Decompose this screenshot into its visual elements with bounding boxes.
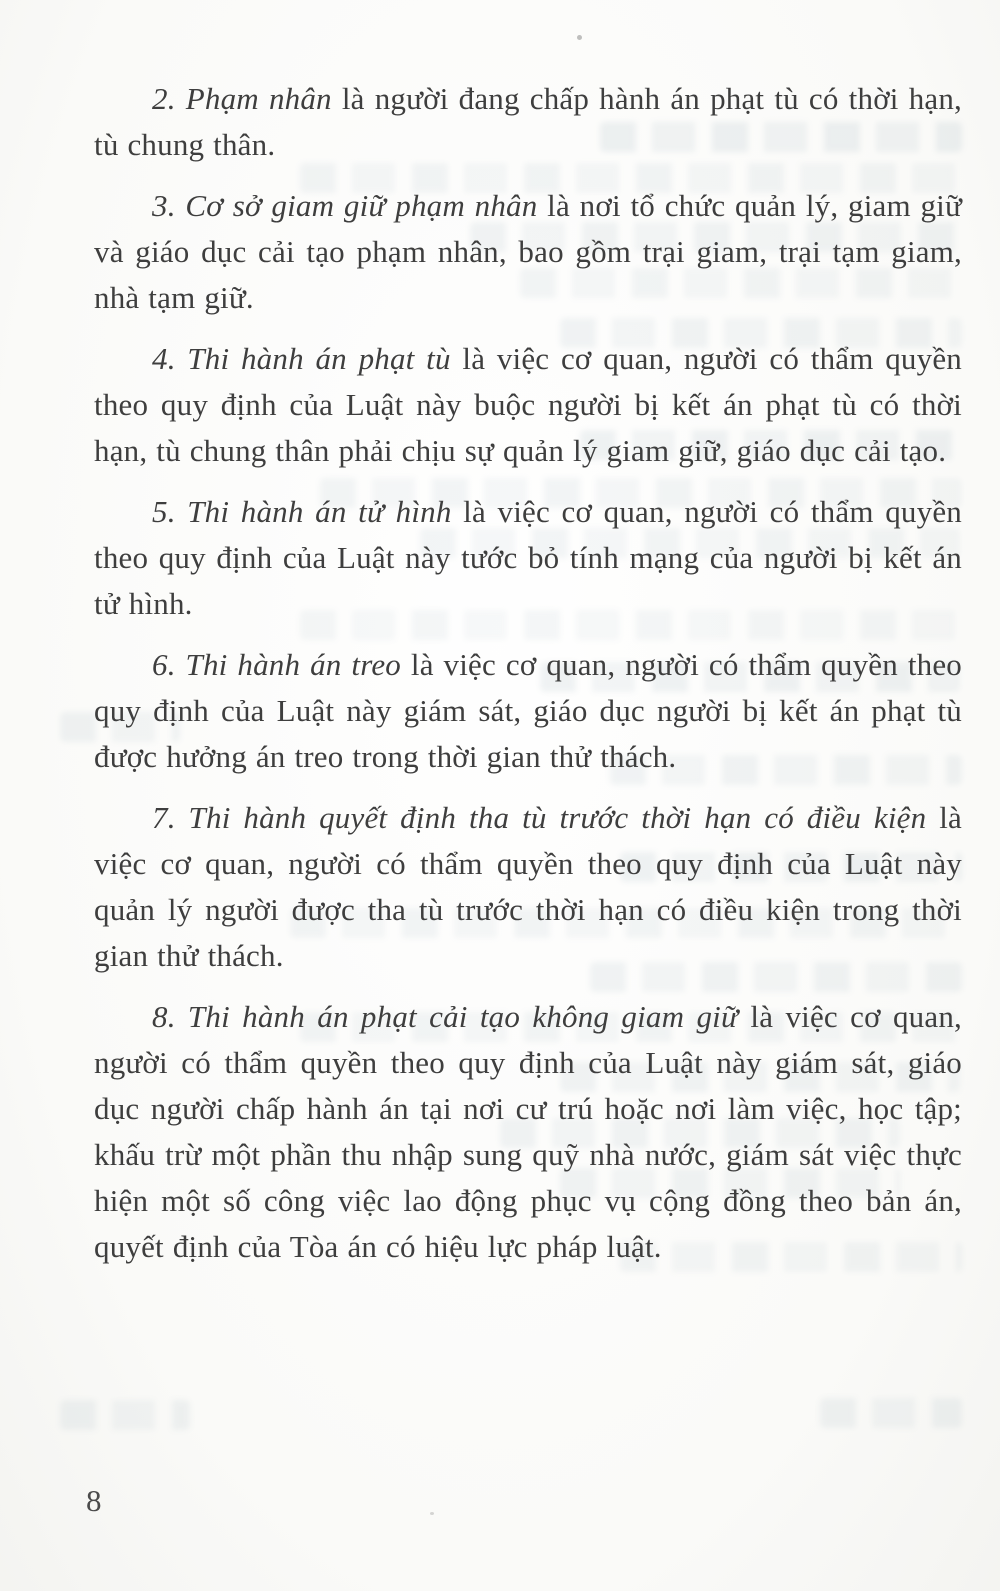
paragraph [94,642,962,780]
paragraph [94,76,962,168]
defined-term: 5. Thi hành án tử hình [152,494,452,529]
paragraph-text: là nơi tổ chức quản lý, giam giữ và giáo dục cải tạo phạm nhân, bao gồm trại giam, trại tạm giam, nhà tạm giữ. [94,188,962,315]
bleedthrough-line [60,1400,190,1430]
paragraph-text: là việc cơ quan, người có thẩm quyền theo quy định của Luật này quản lý người được tha tù trước thời hạn có điều kiện trong thời gian thử thách. [94,800,962,973]
paragraph-text: là việc cơ quan, người có thẩm quyền theo quy định của Luật này giám sát, giáo dục người chấp hành án tại nơi cư trú hoặc nơi làm việc, học tập; khấu trừ một phần thu nhập sung quỹ nhà nước, giám sát việc thực hiện một số công việc lao động phục vụ cộng đồng theo bản án, quyết định của Tòa án có hiệu lực pháp luật. [94,999,962,1264]
defined-term: 4. Thi hành án phạt tù [152,341,451,376]
scan-speck [430,1512,434,1515]
paragraph-text: là việc cơ quan, người có thẩm quyền theo quy định của Luật này tước bỏ tính mạng của người bị kết án tử hình. [94,494,962,621]
defined-term: 2. Phạm nhân [152,81,332,116]
defined-term: 6. Thi hành án treo [152,647,401,682]
defined-term: 8. Thi hành án phạt cải tạo không giam giữ [152,999,739,1034]
paragraph-text: là việc cơ quan, người có thẩm quyền theo quy định của Luật này giám sát, giáo dục người bị kết án phạt tù được hưởng án treo trong thời gian thử thách. [94,647,962,774]
paragraph-text: là người đang chấp hành án phạt tù có thời hạn, tù chung thân. [94,81,962,162]
paragraph [94,489,962,627]
paragraph-text: là việc cơ quan, người có thẩm quyền theo quy định của Luật này buộc người bị kết án phạt tù có thời hạn, tù chung thân phải chịu sự quản lý giam giữ, giáo dục cải tạo. [94,341,962,468]
page-number: 8 [86,1483,102,1518]
paragraph [94,994,962,1270]
defined-term: 7. Thi hành quyết định tha tù trước thời hạn có điều kiện [152,800,927,835]
scan-speck [577,35,582,40]
paragraph [94,795,962,979]
bleedthrough-line [820,1398,962,1428]
defined-term: 3. Cơ sở giam giữ phạm nhân [152,188,538,223]
body-text [94,76,962,1285]
paragraph [94,336,962,474]
paragraph [94,183,962,321]
